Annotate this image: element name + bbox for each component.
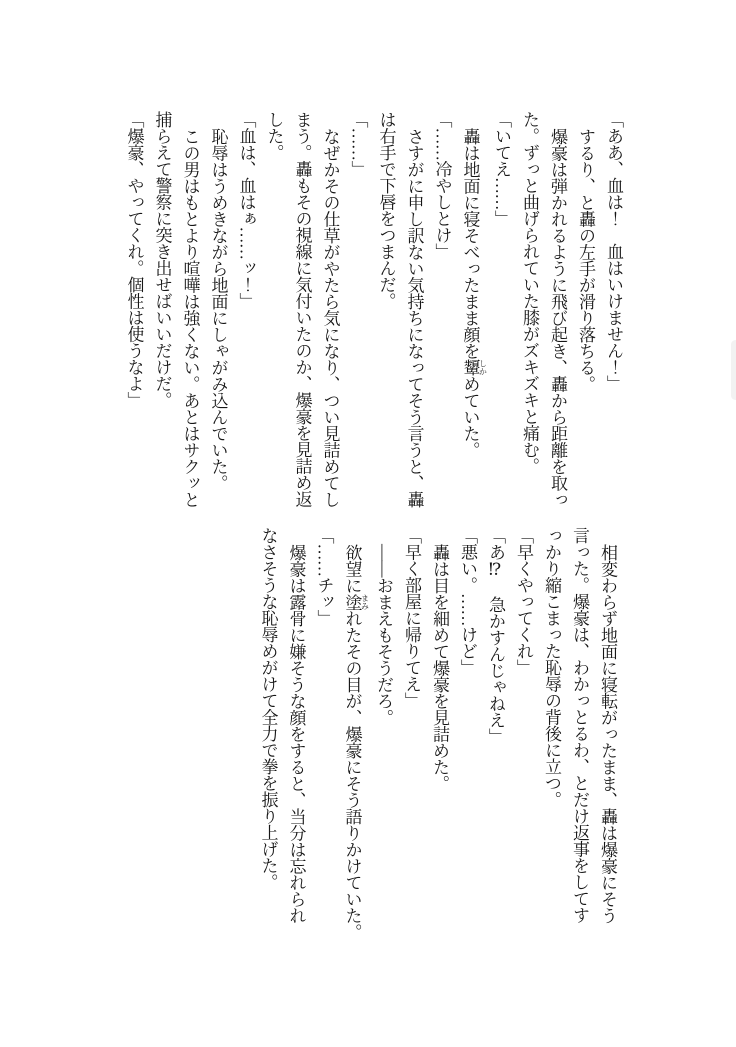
text-line: この男はもとより喧嘩は強くない。あとはサクッと (180, 128, 200, 508)
text-line: まう。轟もその視線に気付いたのか、爆豪を見詰め返 (292, 111, 312, 507)
text-line: 「ああ、血は！ 血はいけません！」 (604, 111, 623, 392)
text-line: 轟は目を細めて爆豪を見詰めた。 (430, 544, 449, 792)
text-line: 「早くやってくれ」 (514, 527, 533, 676)
text-line: なさそうな恥辱めがけて全力で拳を振り上げた。 (258, 527, 278, 890)
text-line: ――おまえもそうだろ。 (374, 544, 393, 726)
text-line: 轟は地面に寝そべったまま顔を顰 しかめていた。 (460, 128, 488, 458)
text-line: 言った。爆豪は、わかっとるわ、とだけ返事をしてす (570, 527, 589, 923)
text-line: なぜかその仕草がやたら気になり、つい見詰めてし (320, 128, 340, 508)
text-line: 欲望に塗 まみれたその目が、爆豪にそう語りかけていた。 (342, 544, 370, 940)
text-line: 爆豪は露骨に嫌そうな顔をすると、当分は忘れられ (286, 544, 306, 924)
text-line: 「あ⁉ 急かすんじゃねえ」 (486, 527, 505, 745)
text-line: 「爆豪、やってくれ。個性は使うなよ」 (124, 111, 144, 408)
text-block-lower (254, 527, 622, 940)
text-line: 「……チッ」 (314, 527, 334, 626)
text-line: 「……冷やしとけ」 (432, 111, 452, 260)
text-line: は右手で下唇をつまんだ。 (376, 111, 396, 309)
text-line: さすがに申し訳ない気持ちになってそう言うと、轟 (404, 128, 424, 508)
text-line: 「血は、血はぁ……ッ！」 (236, 111, 256, 309)
text-line: 捕らえて警察に突き出せばいいだけだ。 (152, 111, 172, 408)
ruby-annotated-kanji: 塗 まみ (342, 593, 370, 610)
text-line: 相変わらず地面に寝転がったまま、轟は爆豪にそう (598, 544, 617, 924)
text-line: っかり縮こまった恥辱の背後に立つ。 (542, 527, 561, 808)
ruby-annotated-kanji: 顰 しか (460, 359, 488, 376)
text-line: 爆豪は弾かれるように飛び起き、轟から距離を取っ (548, 128, 567, 508)
text-line: 「いてえ……」 (492, 111, 511, 227)
text-line: た。ずっと曲げられていた膝がズキズキと痛む。 (520, 111, 539, 474)
text-line: 「悪い。……けど」 (458, 527, 477, 676)
scan-edge-artifact (731, 340, 736, 400)
text-line: 恥辱はうめきながら地面にしゃがみ込んでいた。 (208, 128, 228, 491)
text-line: するり、と轟の左手が滑り落ちる。 (576, 128, 595, 392)
text-line: した。 (264, 111, 284, 161)
text-block-upper (120, 111, 628, 511)
text-line: 「早く部屋に帰りてえ」 (402, 527, 421, 709)
text-line: 「……」 (348, 111, 368, 177)
